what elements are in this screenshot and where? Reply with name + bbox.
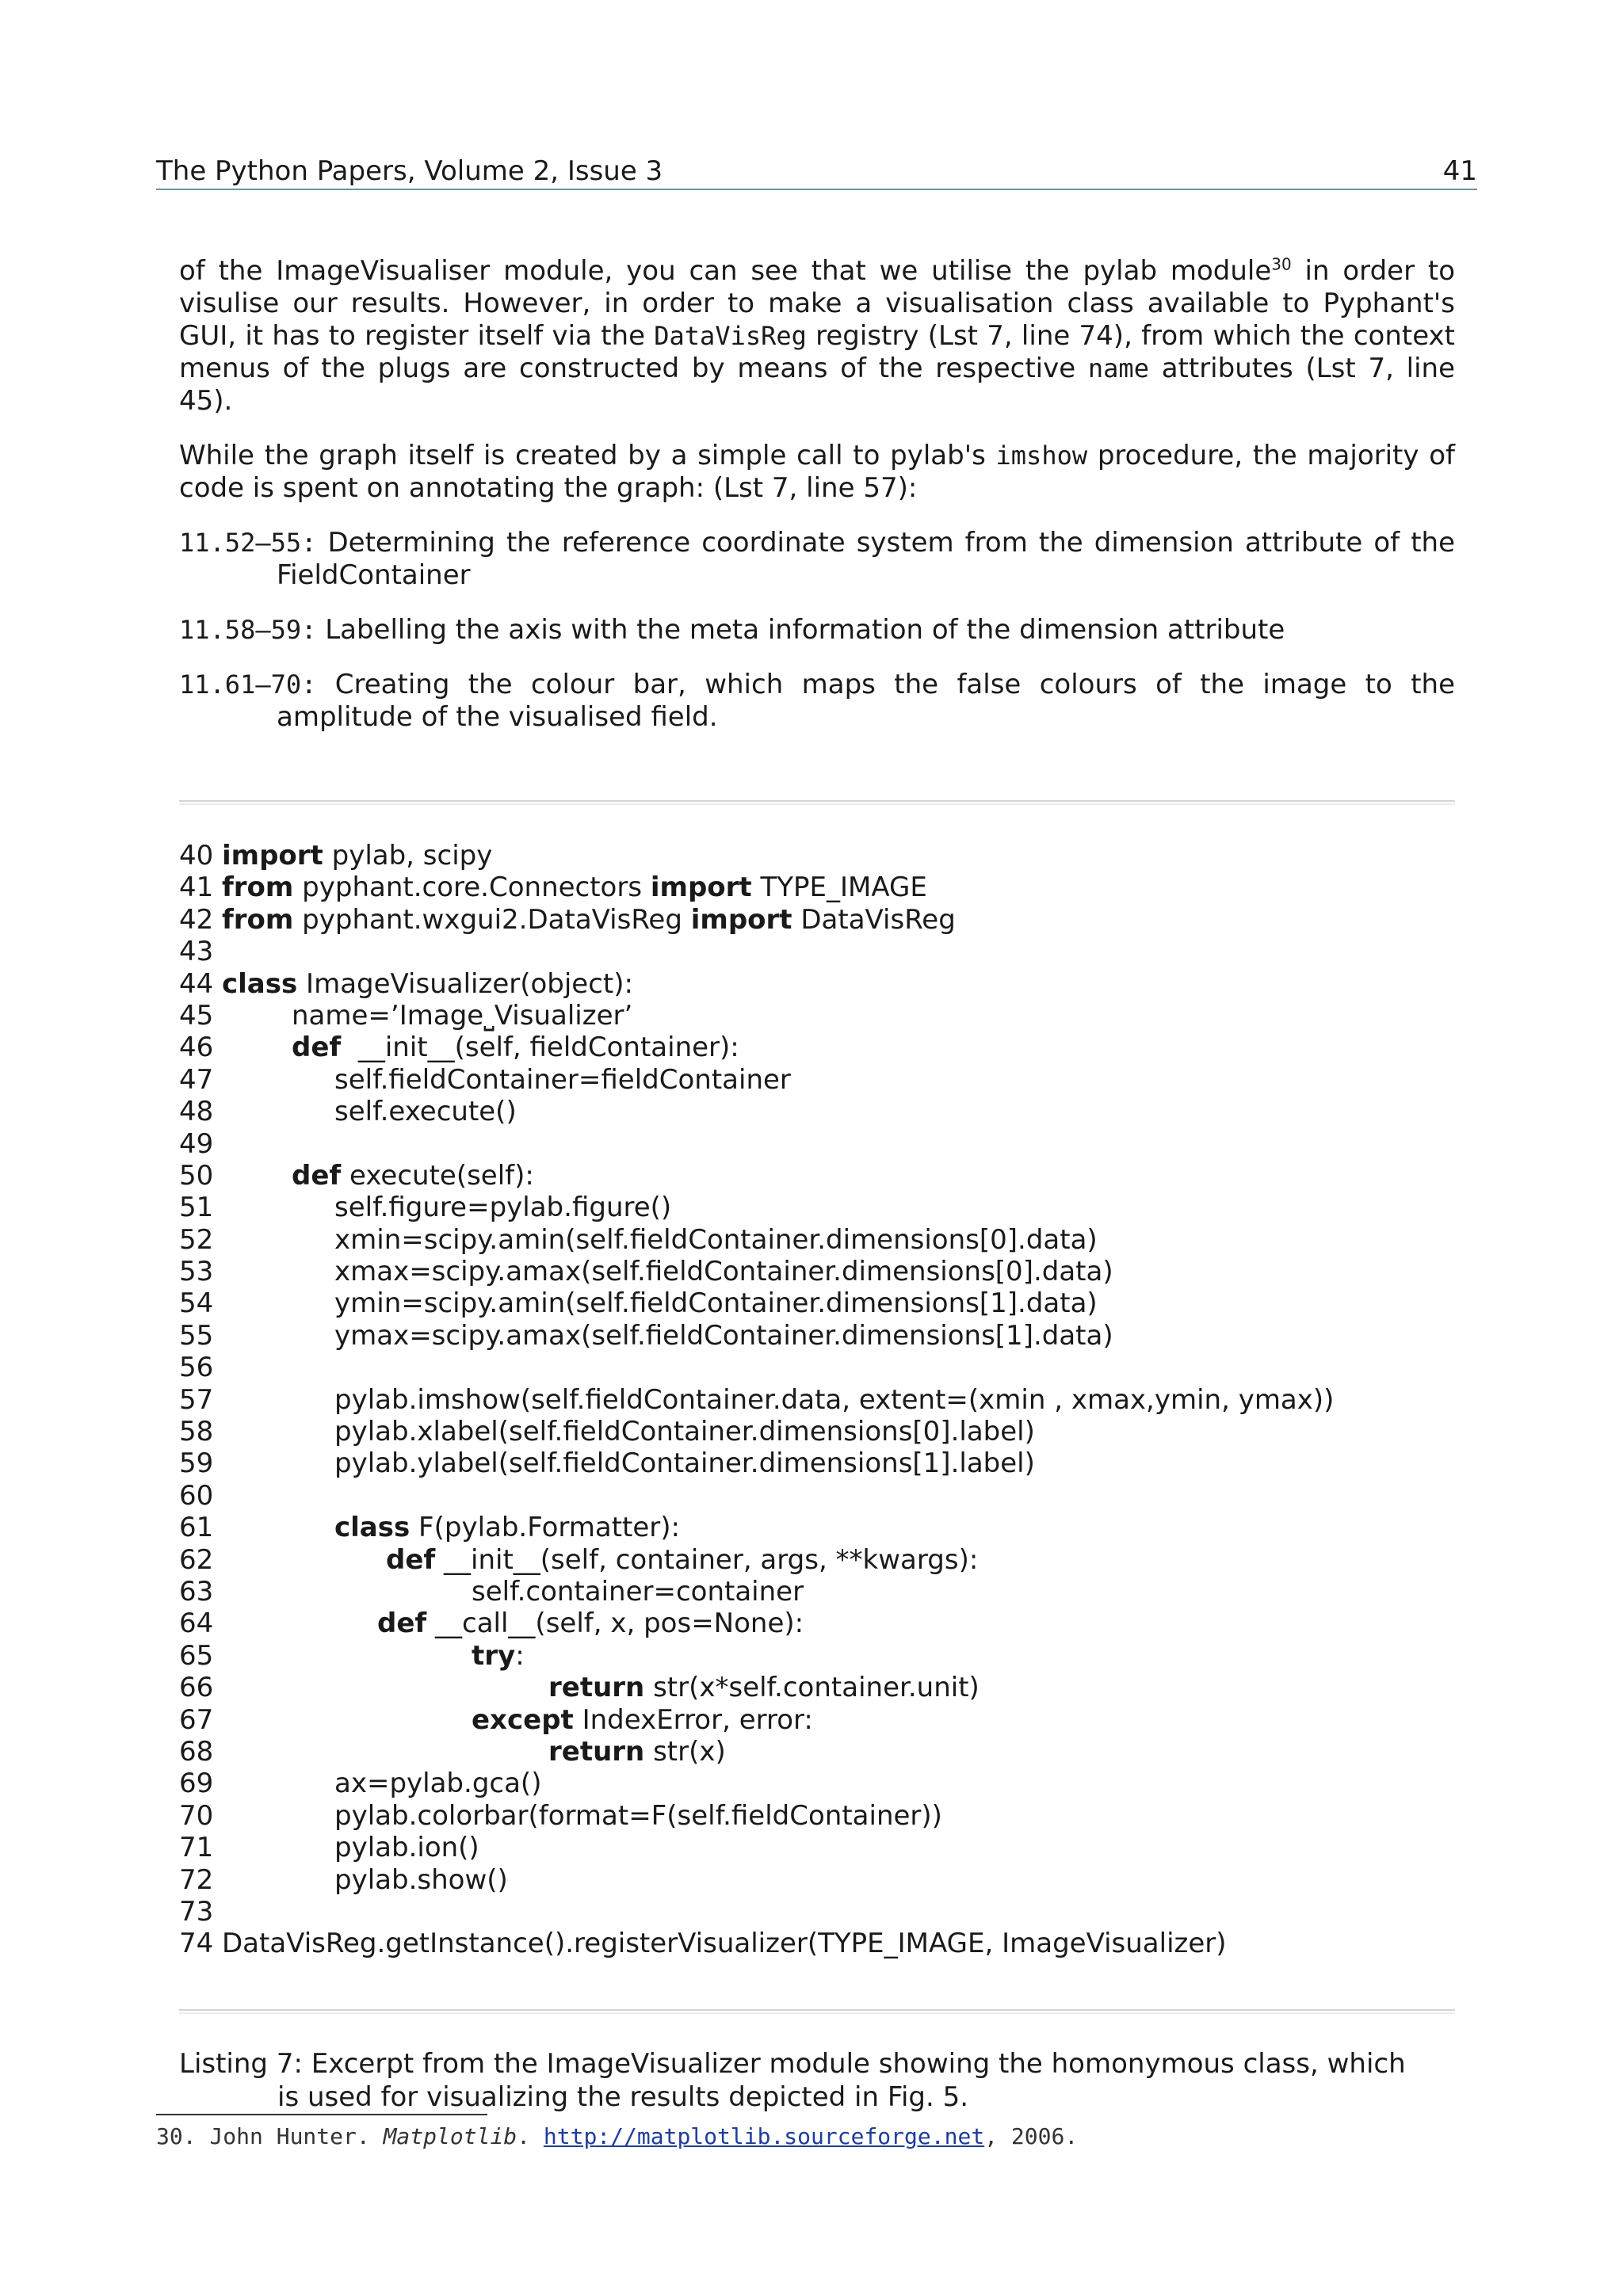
code-line <box>179 1096 1479 1127</box>
code-token: : <box>515 1639 525 1672</box>
code-token: TYPE_IMAGE <box>751 871 927 904</box>
code-text <box>334 1864 508 1896</box>
code-line <box>179 1928 1479 1959</box>
code-text <box>472 1576 804 1608</box>
code-line <box>179 968 1479 1000</box>
line-note <box>179 527 1455 592</box>
code-line <box>179 1032 1479 1063</box>
line-note <box>179 669 1455 734</box>
listing-caption <box>179 2047 1447 2114</box>
code-text <box>334 1287 1098 1319</box>
running-header <box>156 154 1477 190</box>
code-token: str(x) <box>644 1735 726 1768</box>
code-text <box>334 1800 942 1832</box>
footnote-title: Matplotlib <box>383 2123 517 2149</box>
code-text <box>292 1160 534 1192</box>
line-number: 65 <box>179 1639 214 1672</box>
code-text <box>472 1640 525 1672</box>
line-number: 66 <box>179 1672 214 1704</box>
code-name: name <box>1087 353 1149 383</box>
keyword: import <box>690 903 792 936</box>
footnote-sep: . <box>517 2123 544 2149</box>
code-token: pylab.ion() <box>334 1832 479 1864</box>
keyword: try <box>472 1639 516 1672</box>
code-token: pylab, scipy <box>323 840 493 871</box>
code-line <box>179 1832 1479 1863</box>
note-text: Creating the colour bar, which maps the false colours of the image to the amplitude of the visualised field. <box>277 669 1455 733</box>
code-line <box>179 1608 1479 1639</box>
keyword: return <box>548 1735 645 1768</box>
code-token: self.execute() <box>334 1096 517 1128</box>
code-token: DataVisReg <box>792 903 956 936</box>
footnote-30 <box>156 2123 1078 2149</box>
line-number: 50 <box>179 1159 214 1192</box>
note-text: Labelling the axis with the meta information of the dimension attribute <box>316 614 1285 646</box>
keyword: import <box>650 871 752 904</box>
line-number: 60 <box>179 1479 214 1512</box>
code-text <box>334 1224 1098 1256</box>
code-line <box>179 1768 1479 1799</box>
code-line <box>179 1384 1479 1416</box>
line-number: 74 <box>179 1928 214 1960</box>
line-number: 62 <box>179 1543 214 1576</box>
listing-bottom-rule <box>179 2009 1455 2011</box>
code-line <box>179 904 1479 936</box>
line-number: 63 <box>179 1575 214 1608</box>
code-token: __init__(self, container, args, **kwargs): <box>435 1543 979 1576</box>
code-text <box>222 840 492 871</box>
code-line <box>179 1480 1479 1512</box>
line-number: 68 <box>179 1735 214 1768</box>
p1-text-3: registry (Lst 7, line 74), from which the context menus of the plugs are constructed by means of the respective <box>179 320 1456 384</box>
code-line <box>179 1224 1479 1256</box>
code-token: pylab.show() <box>334 1863 508 1896</box>
code-text <box>222 968 633 1000</box>
code-line <box>179 1447 1479 1479</box>
code-token: pylab.colorbar(format=F(self.fieldContainer)) <box>334 1799 942 1832</box>
code-line <box>179 1192 1479 1223</box>
caption-line-1: Listing 7: Excerpt from the ImageVisualizer module showing the homonymous class, which <box>179 2048 1406 2080</box>
code-text <box>222 904 956 936</box>
p1-text-2: in order to visulise our results. However, in order to make a visualisation class available to Pyphant's GUI, it has to register itself via the <box>179 255 1456 352</box>
keyword: from <box>222 871 294 904</box>
code-text <box>334 1768 541 1799</box>
code-token: pyphant.wxgui2.DataVisReg <box>293 903 691 936</box>
code-listing <box>179 840 1479 1960</box>
code-text <box>334 1832 479 1863</box>
code-line <box>179 1896 1479 1928</box>
code-text <box>548 1736 726 1768</box>
code-line <box>179 1416 1479 1447</box>
code-text <box>334 1320 1113 1352</box>
paragraph-2 <box>179 440 1455 505</box>
line-number: 73 <box>179 1895 214 1928</box>
line-number: 51 <box>179 1192 214 1224</box>
listing-top-rule <box>179 800 1455 802</box>
code-line <box>179 1064 1479 1096</box>
line-number: 42 <box>179 903 214 936</box>
line-number: 72 <box>179 1863 214 1896</box>
keyword: except <box>472 1703 574 1736</box>
code-text <box>334 1447 1035 1479</box>
page-number: 41 <box>1442 155 1477 187</box>
code-text <box>222 871 927 903</box>
code-line <box>179 1672 1479 1703</box>
line-number: 57 <box>179 1383 214 1416</box>
line-number: 52 <box>179 1223 214 1256</box>
code-line <box>179 1512 1479 1543</box>
line-number: 45 <box>179 999 214 1032</box>
p1-text-1: of the ImageVisualiser module, you can see that we utilise the pylab module <box>179 255 1272 287</box>
code-line <box>179 1160 1479 1192</box>
code-line <box>179 1544 1479 1576</box>
code-token: ymax=scipy.amax(self.fieldContainer.dimensions[1].data) <box>334 1319 1113 1352</box>
line-number: 56 <box>179 1352 214 1384</box>
code-token: ax=pylab.gca() <box>334 1768 542 1800</box>
line-note <box>179 614 1455 646</box>
code-token: pylab.imshow(self.fieldContainer.data, extent=(xmin , xmax,ymin, ymax)) <box>334 1383 1335 1416</box>
code-token: pylab.ylabel(self.fieldContainer.dimensions[1].label) <box>334 1447 1035 1480</box>
line-number: 55 <box>179 1319 214 1352</box>
code-text <box>377 1608 804 1639</box>
code-line <box>179 1576 1479 1608</box>
keyword: def <box>377 1608 427 1640</box>
code-text <box>222 1928 1227 1959</box>
keyword: import <box>222 840 323 871</box>
line-number: 61 <box>179 1512 214 1544</box>
line-number: 69 <box>179 1768 214 1800</box>
footnote-rule <box>156 2114 487 2115</box>
code-token: pylab.xlabel(self.fieldContainer.dimensions[0].label) <box>334 1416 1035 1448</box>
line-number: 44 <box>179 967 214 1000</box>
keyword: def <box>292 1032 342 1064</box>
code-text <box>548 1672 980 1703</box>
code-text <box>334 1192 671 1223</box>
code-token: ImageVisualizer(object): <box>297 967 633 1000</box>
p2-text-2: procedure, the majority of code is spent on annotating the graph: (Lst 7, line 57): <box>179 440 1455 504</box>
code-line <box>179 1287 1479 1319</box>
caption-line-2: is used for visualizing the results depicted in Fig. 5. <box>277 2081 969 2113</box>
code-text <box>292 1032 739 1063</box>
code-token: execute(self): <box>341 1159 534 1192</box>
code-line <box>179 1640 1479 1672</box>
code-token: str(x*self.container.unit) <box>644 1672 980 1704</box>
code-line <box>179 840 1479 871</box>
code-text <box>386 1544 978 1576</box>
line-number: 46 <box>179 1032 214 1064</box>
code-line <box>179 871 1479 903</box>
line-number: 59 <box>179 1447 214 1480</box>
code-token: __call__(self, x, pos=None): <box>426 1608 804 1640</box>
keyword: from <box>222 903 294 936</box>
code-text <box>334 1512 680 1543</box>
code-imshow: imshow <box>995 441 1088 471</box>
code-line <box>179 1256 1479 1287</box>
body-text <box>179 255 1455 756</box>
line-number: 71 <box>179 1832 214 1864</box>
code-text <box>334 1096 517 1127</box>
line-number: 49 <box>179 1127 214 1160</box>
code-text <box>334 1384 1334 1416</box>
line-ref: 11.58–59: <box>179 615 317 645</box>
p1-text-4: attributes (Lst 7, line 45). <box>179 353 1455 417</box>
code-token: xmin=scipy.amin(self.fieldContainer.dimensions[0].data) <box>334 1223 1098 1256</box>
line-number: 47 <box>179 1063 214 1096</box>
keyword: def <box>292 1159 342 1192</box>
line-number: 70 <box>179 1799 214 1832</box>
footnote-ref-30[interactable]: 30 <box>1271 254 1292 274</box>
line-number: 43 <box>179 936 214 968</box>
keyword: class <box>334 1512 411 1544</box>
code-token: IndexError, error: <box>573 1703 813 1736</box>
code-line <box>179 1864 1479 1896</box>
keyword: return <box>548 1672 645 1704</box>
line-number: 48 <box>179 1096 214 1128</box>
code-token: pyphant.core.Connectors <box>293 871 651 904</box>
line-number: 58 <box>179 1416 214 1448</box>
code-token: xmax=scipy.amax(self.fieldContainer.dimensions[0].data) <box>334 1256 1113 1288</box>
code-token: self.fieldContainer=fieldContainer <box>334 1063 791 1096</box>
code-token: DataVisReg.getInstance().registerVisualizer(TYPE_IMAGE, ImageVisualizer) <box>222 1928 1227 1960</box>
code-datavisreg: DataVisReg <box>654 321 807 351</box>
code-text <box>334 1256 1113 1287</box>
code-token: self.figure=pylab.figure() <box>334 1192 672 1224</box>
code-line <box>179 1352 1479 1383</box>
keyword: class <box>222 967 298 1000</box>
line-notes <box>179 527 1455 734</box>
code-line <box>179 1320 1479 1352</box>
p2-text-1: While the graph itself is created by a simple call to pylab's <box>179 440 996 471</box>
keyword: def <box>386 1543 436 1576</box>
code-token: self.container=container <box>472 1575 804 1608</box>
footnote-year: , 2006. <box>984 2123 1079 2149</box>
code-token: ymin=scipy.amin(self.fieldContainer.dimensions[1].data) <box>334 1287 1098 1320</box>
line-ref: 11.61–70: <box>179 669 317 700</box>
code-line <box>179 1736 1479 1768</box>
footnote-author: 30. John Hunter. <box>156 2123 384 2149</box>
paragraph-1 <box>179 255 1455 418</box>
code-line <box>179 1704 1479 1736</box>
code-line <box>179 1000 1479 1032</box>
code-token: F(pylab.Formatter): <box>410 1512 680 1544</box>
code-token: name=’Image⎵Visualizer’ <box>292 999 633 1032</box>
note-text: Determining the reference coordinate system from the dimension attribute of the FieldContainer <box>277 527 1455 591</box>
code-text <box>472 1704 813 1736</box>
line-number: 41 <box>179 871 214 904</box>
code-line <box>179 1128 1479 1160</box>
line-number: 67 <box>179 1703 214 1736</box>
line-number: 53 <box>179 1256 214 1288</box>
line-number: 54 <box>179 1287 214 1320</box>
code-token: __init__(self, fieldContainer): <box>341 1032 739 1064</box>
code-text <box>334 1064 791 1096</box>
code-line <box>179 1800 1479 1832</box>
line-ref: 11.52–55: <box>179 528 317 558</box>
line-number: 40 <box>179 840 214 871</box>
code-line <box>179 936 1479 967</box>
code-text <box>334 1416 1035 1447</box>
journal-title: The Python Papers, Volume 2, Issue 3 <box>156 155 663 187</box>
code-text <box>292 1000 632 1032</box>
footnote-url-link[interactable]: http://matplotlib.sourceforge.net <box>543 2123 985 2149</box>
line-number: 64 <box>179 1608 214 1640</box>
